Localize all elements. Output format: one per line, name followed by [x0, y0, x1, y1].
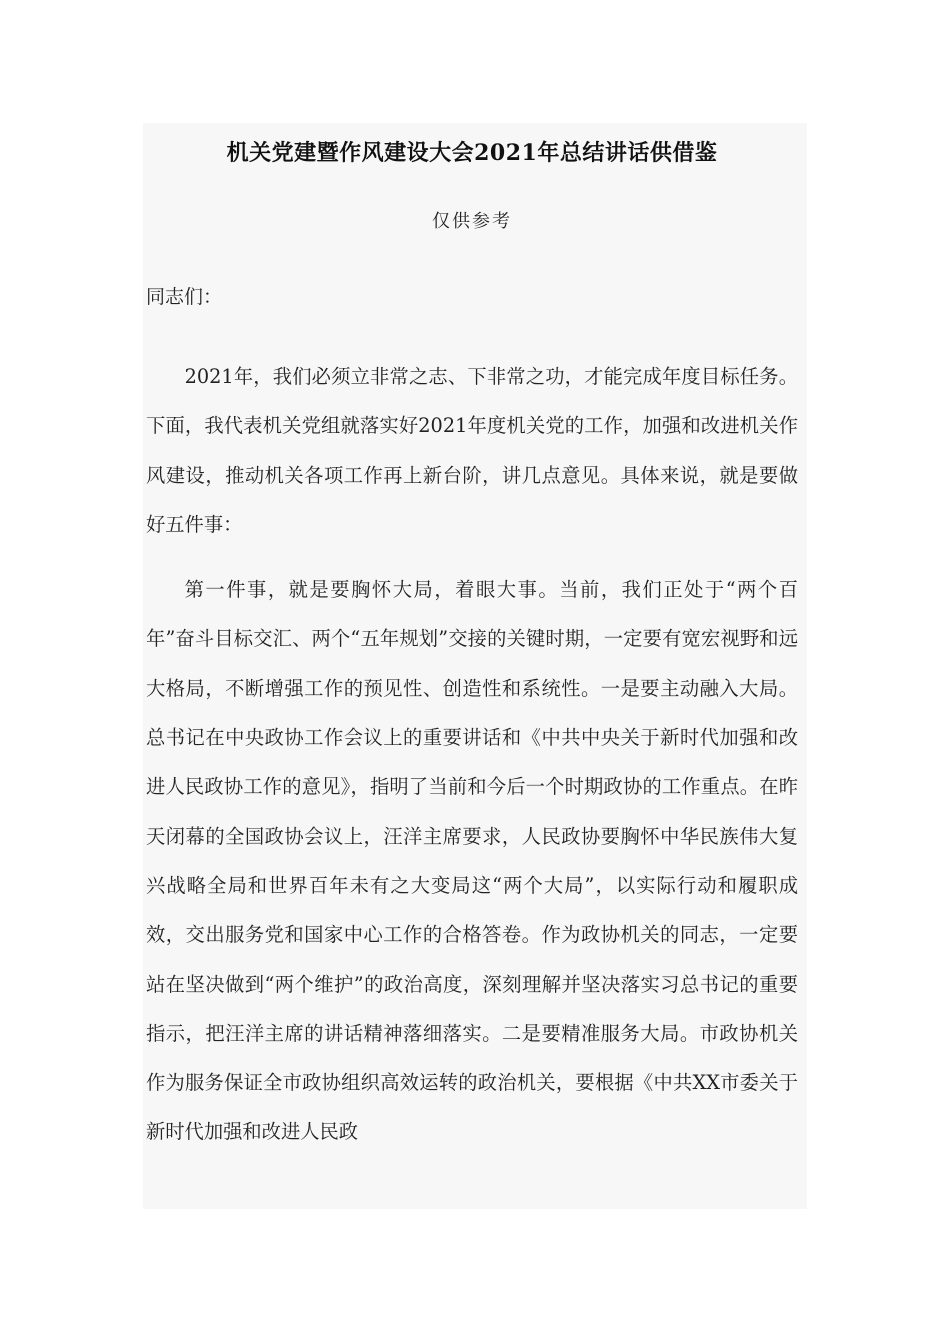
salutation: 同志们：: [146, 286, 223, 308]
document-body: [146, 123, 798, 1157]
document-subtitle: 仅供参考: [432, 211, 512, 232]
paragraph: 2021年，我们必须立非常之志、下非常之功，才能完成年度目标任务。下面，我代表机关党组就落实好2021年度机关党的工作，加强和改进机关作风建设，推动机关各项工作再上新台阶，讲几点意见。具体来说，就是要做好五件事：: [146, 365, 798, 536]
document-title: 机关党建暨作风建设大会2021年总结讲话供借鉴: [226, 140, 718, 166]
paragraph: 第一件事，就是要胸怀大局，着眼大事。当前，我们正处于“两个百年”奋斗目标交汇、两个“五年规划”交接的关键时期，一定要有宽宏视野和远大格局，不断增强工作的预见性、创造性和系统性。一是要主动融入大局。总书记在中央政协工作会议上的重要讲话和《中共中央关于新时代加强和改进人民政协工作的意见》，指明了当前和今后一个时期政协的工作重点。在昨天闭幕的全国政协会议上，汪洋主席要求，人民政协要胸怀中华民族伟大复兴战略全局和世界百年未有之大变局这“两个大局”，以实际行动和履职成效，交出服务党和国家中心工作的合格答卷。作为政协机关的同志，一定要站在坚决做到“两个维护”的政治高度，深刻理解并坚决落实习总书记的重要指示，把汪洋主席的讲话精神落细落实。二是要精准服务大局。市政协机关作为服务保证全市政协组织高效运转的政治机关，要根据《中共XX市委关于新时代加强和改进人民政: [146, 578, 798, 1144]
